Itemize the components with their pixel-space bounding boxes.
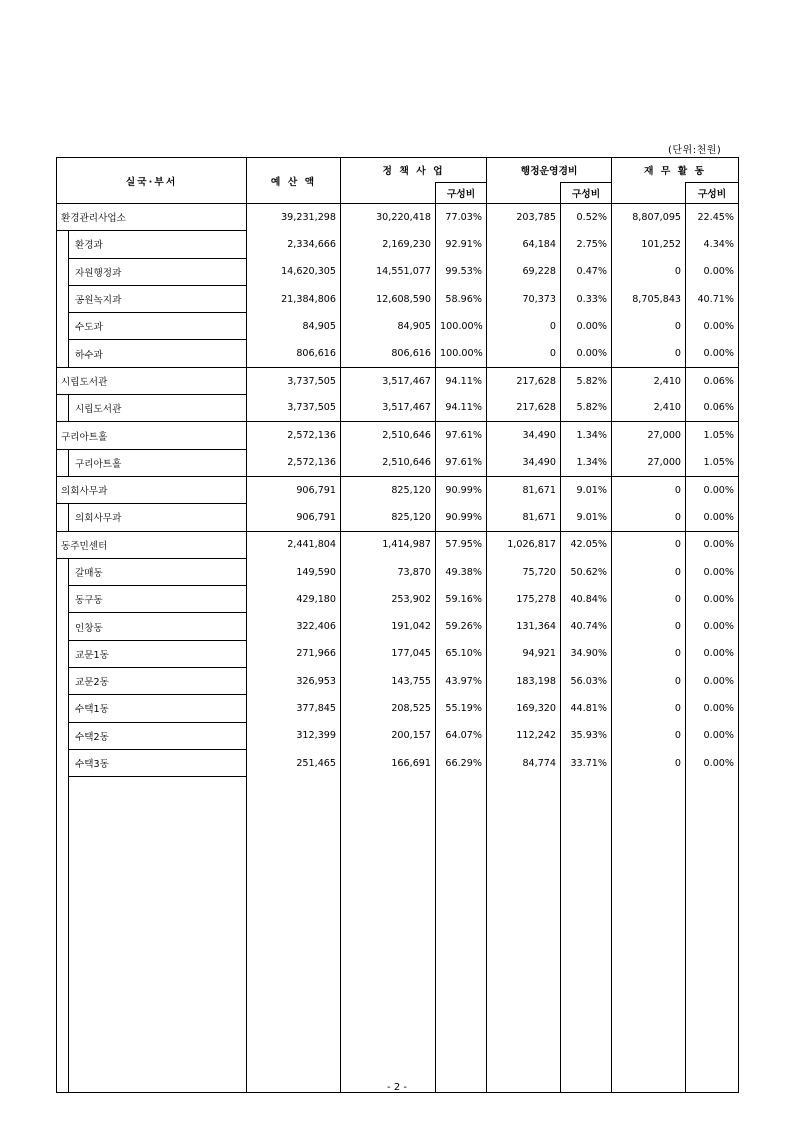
budget-cell: 906,791 [247, 504, 341, 531]
finance-ratio-cell: 0.00% [686, 558, 739, 585]
indent-gutter [57, 258, 69, 285]
header-budget: 예 산 액 [247, 158, 341, 204]
admin-ratio-cell: 9.01% [561, 476, 612, 503]
admin-cell: 81,671 [487, 504, 561, 531]
budget-cell: 271,966 [247, 640, 341, 667]
blank-cell [341, 777, 436, 1093]
finance-ratio-cell: 0.00% [686, 586, 739, 613]
dept-name-cell: 의회사무과 [69, 504, 247, 531]
finance-cell: 0 [612, 695, 686, 722]
budget-cell: 2,441,804 [247, 531, 341, 558]
finance-ratio-cell: 0.00% [686, 531, 739, 558]
policy-ratio-cell: 64.07% [436, 722, 487, 749]
blank-cell [57, 777, 69, 1093]
indent-gutter [57, 640, 69, 667]
indent-gutter [57, 695, 69, 722]
blank-cell [487, 777, 561, 1093]
table-row [57, 285, 739, 312]
table-row [57, 204, 739, 231]
table-row [57, 640, 739, 667]
dept-name-cell: 의회사무과 [57, 476, 247, 503]
budget-cell: 326,953 [247, 668, 341, 695]
admin-ratio-cell: 0.00% [561, 313, 612, 340]
finance-cell: 0 [612, 258, 686, 285]
table-row [57, 340, 739, 367]
indent-gutter [57, 613, 69, 640]
table-row [57, 586, 739, 613]
finance-cell: 2,410 [612, 367, 686, 394]
blank-cell [436, 777, 487, 1093]
blank-cell [612, 777, 686, 1093]
admin-cell: 131,364 [487, 613, 561, 640]
admin-ratio-cell: 0.47% [561, 258, 612, 285]
admin-cell: 81,671 [487, 476, 561, 503]
header-policy-amount [341, 183, 436, 204]
policy-ratio-cell: 43.97% [436, 668, 487, 695]
admin-cell: 169,320 [487, 695, 561, 722]
admin-ratio-cell: 0.00% [561, 340, 612, 367]
header-finance-ratio: 구성비 [686, 183, 739, 204]
indent-gutter [57, 722, 69, 749]
finance-cell: 0 [612, 749, 686, 776]
admin-ratio-cell: 34.90% [561, 640, 612, 667]
admin-cell: 0 [487, 313, 561, 340]
dept-name-cell: 교문1동 [69, 640, 247, 667]
budget-cell: 84,905 [247, 313, 341, 340]
table-row [57, 558, 739, 585]
policy-ratio-cell: 55.19% [436, 695, 487, 722]
table-row [57, 476, 739, 503]
policy-cell: 14,551,077 [341, 258, 436, 285]
table-row [57, 449, 739, 476]
policy-ratio-cell: 59.16% [436, 586, 487, 613]
admin-cell: 112,242 [487, 722, 561, 749]
policy-cell: 2,510,646 [341, 422, 436, 449]
budget-cell: 14,620,305 [247, 258, 341, 285]
admin-ratio-cell: 9.01% [561, 504, 612, 531]
dept-name-cell: 구리아트홀 [69, 449, 247, 476]
finance-cell: 2,410 [612, 395, 686, 422]
policy-cell: 143,755 [341, 668, 436, 695]
header-admin-ratio: 구성비 [561, 183, 612, 204]
policy-cell: 2,510,646 [341, 449, 436, 476]
finance-cell: 0 [612, 558, 686, 585]
admin-cell: 217,628 [487, 395, 561, 422]
dept-name-cell: 공원녹지과 [69, 285, 247, 312]
admin-cell: 34,490 [487, 449, 561, 476]
table-row [57, 395, 739, 422]
indent-gutter [57, 586, 69, 613]
table-row [57, 668, 739, 695]
indent-gutter [57, 231, 69, 258]
policy-cell: 825,120 [341, 476, 436, 503]
finance-ratio-cell: 0.00% [686, 504, 739, 531]
finance-cell: 0 [612, 504, 686, 531]
admin-cell: 69,228 [487, 258, 561, 285]
budget-cell: 2,572,136 [247, 449, 341, 476]
finance-cell: 0 [612, 640, 686, 667]
budget-cell: 806,616 [247, 340, 341, 367]
budget-cell: 21,384,806 [247, 285, 341, 312]
policy-ratio-cell: 59.26% [436, 613, 487, 640]
finance-ratio-cell: 0.00% [686, 695, 739, 722]
policy-cell: 12,608,590 [341, 285, 436, 312]
admin-cell: 64,184 [487, 231, 561, 258]
budget-cell: 2,572,136 [247, 422, 341, 449]
finance-cell: 0 [612, 613, 686, 640]
finance-cell: 0 [612, 586, 686, 613]
table-row [57, 695, 739, 722]
dept-name-cell: 시립도서관 [69, 395, 247, 422]
admin-ratio-cell: 40.84% [561, 586, 612, 613]
unit-label: (단위:천원) [668, 145, 722, 156]
finance-cell: 0 [612, 668, 686, 695]
finance-cell: 0 [612, 340, 686, 367]
finance-ratio-cell: 40.71% [686, 285, 739, 312]
table-row [57, 749, 739, 776]
table-row [57, 422, 739, 449]
budget-table [56, 157, 739, 1093]
budget-cell: 3,737,505 [247, 367, 341, 394]
policy-cell: 177,045 [341, 640, 436, 667]
admin-cell: 70,373 [487, 285, 561, 312]
dept-name-cell: 인창동 [69, 613, 247, 640]
finance-cell: 27,000 [612, 449, 686, 476]
dept-name-cell: 동구동 [69, 586, 247, 613]
indent-gutter [57, 313, 69, 340]
policy-ratio-cell: 57.95% [436, 531, 487, 558]
budget-cell: 906,791 [247, 476, 341, 503]
blank-cell [69, 777, 247, 1093]
indent-gutter [57, 668, 69, 695]
finance-cell: 101,252 [612, 231, 686, 258]
page-number: - 2 - [387, 1082, 407, 1093]
admin-cell: 75,720 [487, 558, 561, 585]
policy-ratio-cell: 99.53% [436, 258, 487, 285]
blank-cell [686, 777, 739, 1093]
table-row [57, 531, 739, 558]
admin-cell: 94,921 [487, 640, 561, 667]
table-row [57, 722, 739, 749]
admin-ratio-cell: 5.82% [561, 395, 612, 422]
budget-cell: 429,180 [247, 586, 341, 613]
policy-ratio-cell: 97.61% [436, 449, 487, 476]
policy-cell: 191,042 [341, 613, 436, 640]
finance-ratio-cell: 0.06% [686, 395, 739, 422]
policy-ratio-cell: 92.91% [436, 231, 487, 258]
finance-cell: 0 [612, 313, 686, 340]
dept-name-cell: 하수과 [69, 340, 247, 367]
finance-ratio-cell: 4.34% [686, 231, 739, 258]
admin-ratio-cell: 44.81% [561, 695, 612, 722]
header-finance-amount [612, 183, 686, 204]
dept-name-cell: 환경관리사업소 [57, 204, 247, 231]
policy-ratio-cell: 77.03% [436, 204, 487, 231]
policy-cell: 73,870 [341, 558, 436, 585]
admin-ratio-cell: 42.05% [561, 531, 612, 558]
admin-ratio-cell: 1.34% [561, 449, 612, 476]
dept-name-cell: 수택1동 [69, 695, 247, 722]
policy-cell: 3,517,467 [341, 395, 436, 422]
blank-filler-row [57, 777, 739, 1093]
header-admin: 행정운영경비 [487, 158, 612, 183]
policy-cell: 1,414,987 [341, 531, 436, 558]
blank-cell [247, 777, 341, 1093]
indent-gutter [57, 285, 69, 312]
dept-name-cell: 자원행정과 [69, 258, 247, 285]
finance-cell: 0 [612, 476, 686, 503]
finance-cell: 8,705,843 [612, 285, 686, 312]
admin-cell: 217,628 [487, 367, 561, 394]
dept-name-cell: 갈매동 [69, 558, 247, 585]
header-policy-ratio: 구성비 [436, 183, 487, 204]
admin-ratio-cell: 1.34% [561, 422, 612, 449]
finance-ratio-cell: 0.06% [686, 367, 739, 394]
dept-name-cell: 수택2동 [69, 722, 247, 749]
indent-gutter [57, 504, 69, 531]
budget-cell: 377,845 [247, 695, 341, 722]
policy-cell: 806,616 [341, 340, 436, 367]
table-row [57, 313, 739, 340]
finance-cell: 0 [612, 722, 686, 749]
finance-ratio-cell: 22.45% [686, 204, 739, 231]
admin-cell: 1,026,817 [487, 531, 561, 558]
admin-ratio-cell: 0.52% [561, 204, 612, 231]
admin-ratio-cell: 33.71% [561, 749, 612, 776]
header-dept: 실국·부서 [57, 158, 247, 204]
finance-cell: 0 [612, 531, 686, 558]
table-row [57, 231, 739, 258]
finance-ratio-cell: 0.00% [686, 313, 739, 340]
policy-cell: 30,220,418 [341, 204, 436, 231]
policy-cell: 200,157 [341, 722, 436, 749]
blank-cell [561, 777, 612, 1093]
finance-ratio-cell: 0.00% [686, 722, 739, 749]
dept-name-cell: 시립도서관 [57, 367, 247, 394]
admin-cell: 34,490 [487, 422, 561, 449]
admin-cell: 0 [487, 340, 561, 367]
dept-name-cell: 동주민센터 [57, 531, 247, 558]
budget-cell: 149,590 [247, 558, 341, 585]
policy-cell: 2,169,230 [341, 231, 436, 258]
budget-cell: 322,406 [247, 613, 341, 640]
policy-ratio-cell: 97.61% [436, 422, 487, 449]
dept-name-cell: 구리아트홀 [57, 422, 247, 449]
policy-ratio-cell: 66.29% [436, 749, 487, 776]
admin-ratio-cell: 50.62% [561, 558, 612, 585]
budget-cell: 39,231,298 [247, 204, 341, 231]
admin-ratio-cell: 5.82% [561, 367, 612, 394]
dept-name-cell: 수도과 [69, 313, 247, 340]
finance-cell: 8,807,095 [612, 204, 686, 231]
policy-ratio-cell: 100.00% [436, 340, 487, 367]
policy-ratio-cell: 58.96% [436, 285, 487, 312]
policy-ratio-cell: 94.11% [436, 367, 487, 394]
dept-name-cell: 수택3동 [69, 749, 247, 776]
policy-ratio-cell: 90.99% [436, 476, 487, 503]
policy-cell: 253,902 [341, 586, 436, 613]
policy-cell: 825,120 [341, 504, 436, 531]
budget-cell: 312,399 [247, 722, 341, 749]
finance-ratio-cell: 0.00% [686, 640, 739, 667]
indent-gutter [57, 449, 69, 476]
policy-ratio-cell: 49.38% [436, 558, 487, 585]
policy-cell: 3,517,467 [341, 367, 436, 394]
budget-cell: 251,465 [247, 749, 341, 776]
policy-ratio-cell: 65.10% [436, 640, 487, 667]
admin-ratio-cell: 40.74% [561, 613, 612, 640]
dept-name-cell: 교문2동 [69, 668, 247, 695]
finance-ratio-cell: 1.05% [686, 449, 739, 476]
dept-name-cell: 환경과 [69, 231, 247, 258]
indent-gutter [57, 340, 69, 367]
finance-ratio-cell: 0.00% [686, 668, 739, 695]
table-row [57, 613, 739, 640]
admin-ratio-cell: 2.75% [561, 231, 612, 258]
header-finance: 재 무 활 동 [612, 158, 739, 183]
indent-gutter [57, 749, 69, 776]
admin-cell: 175,278 [487, 586, 561, 613]
budget-cell: 2,334,666 [247, 231, 341, 258]
header-policy: 정 책 사 업 [341, 158, 487, 183]
policy-cell: 208,525 [341, 695, 436, 722]
policy-cell: 84,905 [341, 313, 436, 340]
admin-ratio-cell: 0.33% [561, 285, 612, 312]
admin-ratio-cell: 56.03% [561, 668, 612, 695]
indent-gutter [57, 395, 69, 422]
finance-ratio-cell: 0.00% [686, 476, 739, 503]
finance-ratio-cell: 1.05% [686, 422, 739, 449]
admin-cell: 84,774 [487, 749, 561, 776]
admin-ratio-cell: 35.93% [561, 722, 612, 749]
policy-ratio-cell: 90.99% [436, 504, 487, 531]
finance-ratio-cell: 0.00% [686, 340, 739, 367]
admin-cell: 203,785 [487, 204, 561, 231]
finance-cell: 27,000 [612, 422, 686, 449]
admin-cell: 183,198 [487, 668, 561, 695]
finance-ratio-cell: 0.00% [686, 749, 739, 776]
policy-ratio-cell: 94.11% [436, 395, 487, 422]
finance-ratio-cell: 0.00% [686, 613, 739, 640]
finance-ratio-cell: 0.00% [686, 258, 739, 285]
indent-gutter [57, 558, 69, 585]
policy-ratio-cell: 100.00% [436, 313, 487, 340]
header-admin-amount [487, 183, 561, 204]
table-row [57, 504, 739, 531]
table-row [57, 367, 739, 394]
policy-cell: 166,691 [341, 749, 436, 776]
table-row [57, 258, 739, 285]
budget-cell: 3,737,505 [247, 395, 341, 422]
